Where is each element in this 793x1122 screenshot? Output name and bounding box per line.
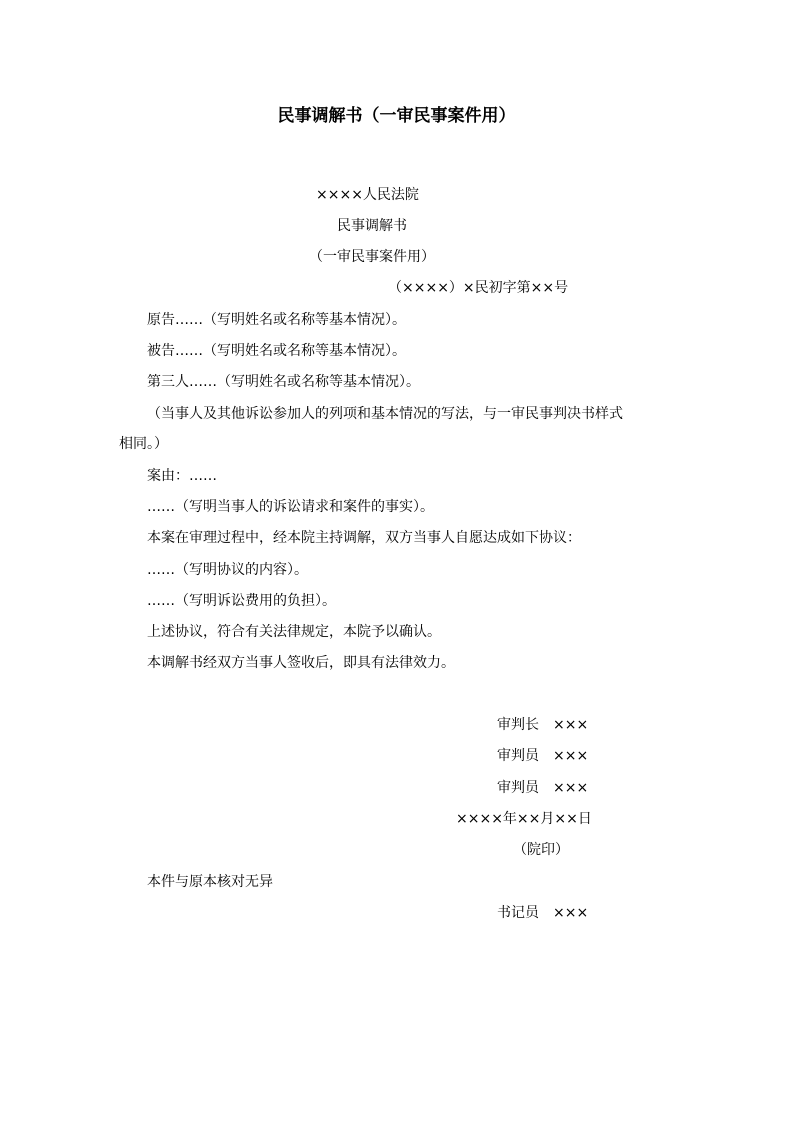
cause-line: 案由：…… (147, 468, 217, 484)
court-seal: （院印） (513, 842, 569, 858)
chief-judge-label: 审判长 (497, 717, 539, 733)
effect-line: 本调解书经双方当事人签收后，即具有法律效力。 (147, 655, 455, 671)
signature-judge-1 (497, 746, 588, 766)
clerk-label: 书记员 (497, 905, 539, 921)
court-name: ××××人民法院 (316, 187, 419, 203)
clerk-name: ××× (553, 905, 589, 921)
signature-chief-judge (497, 715, 588, 735)
judge-1-label: 审判员 (497, 748, 539, 764)
defendant-line: 被告……（写明姓名或名称等基本情况）。 (147, 343, 406, 359)
note-line-2: 相同。） (119, 436, 168, 452)
document-name: 民事调解书 (337, 218, 407, 234)
confirm-line: 上述协议，符合有关法律规定，本院予以确认。 (147, 624, 441, 640)
chief-judge-name: ××× (553, 717, 589, 733)
judge-1-name: ××× (553, 748, 589, 764)
verification-line: 本件与原本核对无异 (147, 874, 273, 890)
signature-judge-2 (497, 778, 588, 798)
case-number: （××××）×民初字第××号 (388, 280, 569, 296)
note-line-1: （当事人及其他诉讼参加人的列项和基本情况的写法，与一审民事判决书样式 (147, 406, 623, 422)
document-date: ××××年××月××日 (456, 811, 592, 827)
third-party-line: 第三人……（写明姓名或名称等基本情况）。 (147, 374, 420, 390)
document-subtitle: （一审民事案件用） (309, 249, 435, 265)
plaintiff-line: 原告……（写明姓名或名称等基本情况）。 (147, 312, 406, 328)
signature-clerk (497, 903, 588, 923)
document-title: 民事调解书（一审民事案件用） (277, 106, 516, 126)
agreement-line: ……（写明协议的内容）。 (147, 562, 308, 578)
judge-2-label: 审判员 (497, 780, 539, 796)
judge-2-name: ××× (553, 780, 589, 796)
claims-line: ……（写明当事人的诉讼请求和案件的事实）。 (147, 499, 434, 515)
mediation-line: 本案在审理过程中，经本院主持调解，双方当事人自愿达成如下协议： (147, 530, 581, 546)
costs-line: ……（写明诉讼费用的负担）。 (147, 593, 336, 609)
